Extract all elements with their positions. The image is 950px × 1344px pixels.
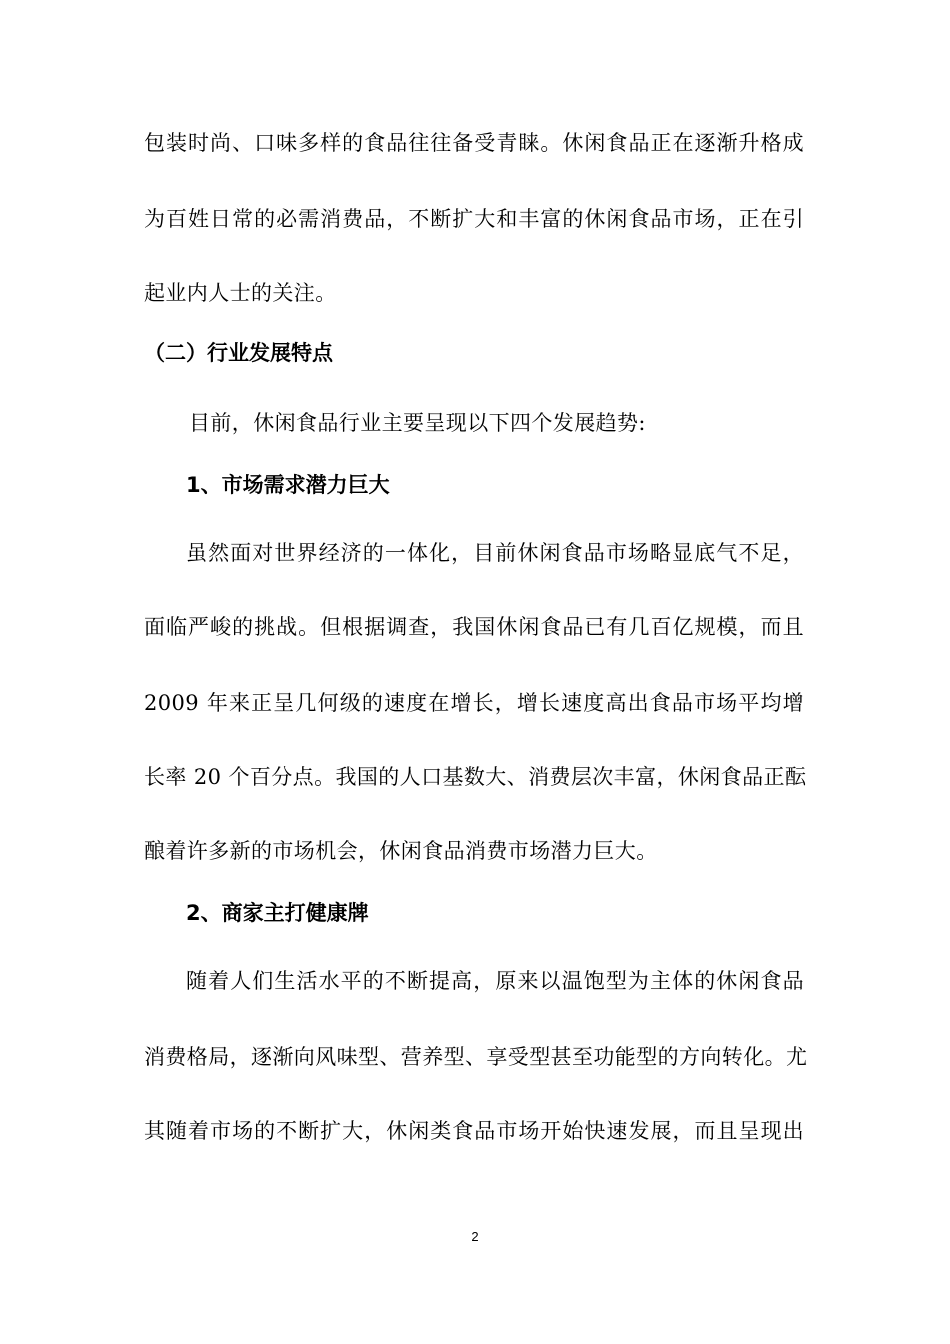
body-text-line: 酿着许多新的市场机会，休闲食品消费市场潜力巨大。	[144, 839, 658, 863]
body-text-line: 面临严峻的挑战。但根据调查，我国休闲食品已有几百亿规模，而且	[144, 615, 804, 639]
body-text-line: 消费格局，逐渐向风味型、营养型、享受型甚至功能型的方向转化。尤	[144, 1045, 808, 1069]
body-text-line: 长率 20 个百分点。我国的人口基数大、消费层次丰富，休闲食品正酝	[144, 765, 807, 789]
body-text-line: 其随着市场的不断扩大，休闲类食品市场开始快速发展，而且呈现出	[144, 1119, 804, 1143]
subsection-heading-2: 2、商家主打健康牌	[186, 901, 369, 925]
page-number: 2	[471, 1229, 479, 1244]
section-intro-text: 目前，休闲食品行业主要呈现以下四个发展趋势:	[189, 411, 646, 435]
body-text-line: 包装时尚、口味多样的食品往往备受青睐。休闲食品正在逐渐升格成	[144, 131, 804, 155]
body-text-line: 虽然面对世界经济的一体化，目前休闲食品市场略显底气不足，	[186, 541, 804, 565]
subsection-heading-1: 1、市场需求潜力巨大	[186, 473, 390, 497]
section-heading: （二）行业发展特点	[144, 341, 333, 365]
body-text-line: 随着人们生活水平的不断提高，原来以温饱型为主体的休闲食品	[186, 969, 804, 993]
body-text-line: 2009 年来正呈几何级的速度在增长，增长速度高出食品市场平均增	[144, 691, 804, 715]
body-text-line: 为百姓日常的必需消费品，不断扩大和丰富的休闲食品市场，正在引	[144, 207, 804, 231]
body-text-line: 起业内人士的关注。	[144, 281, 337, 305]
